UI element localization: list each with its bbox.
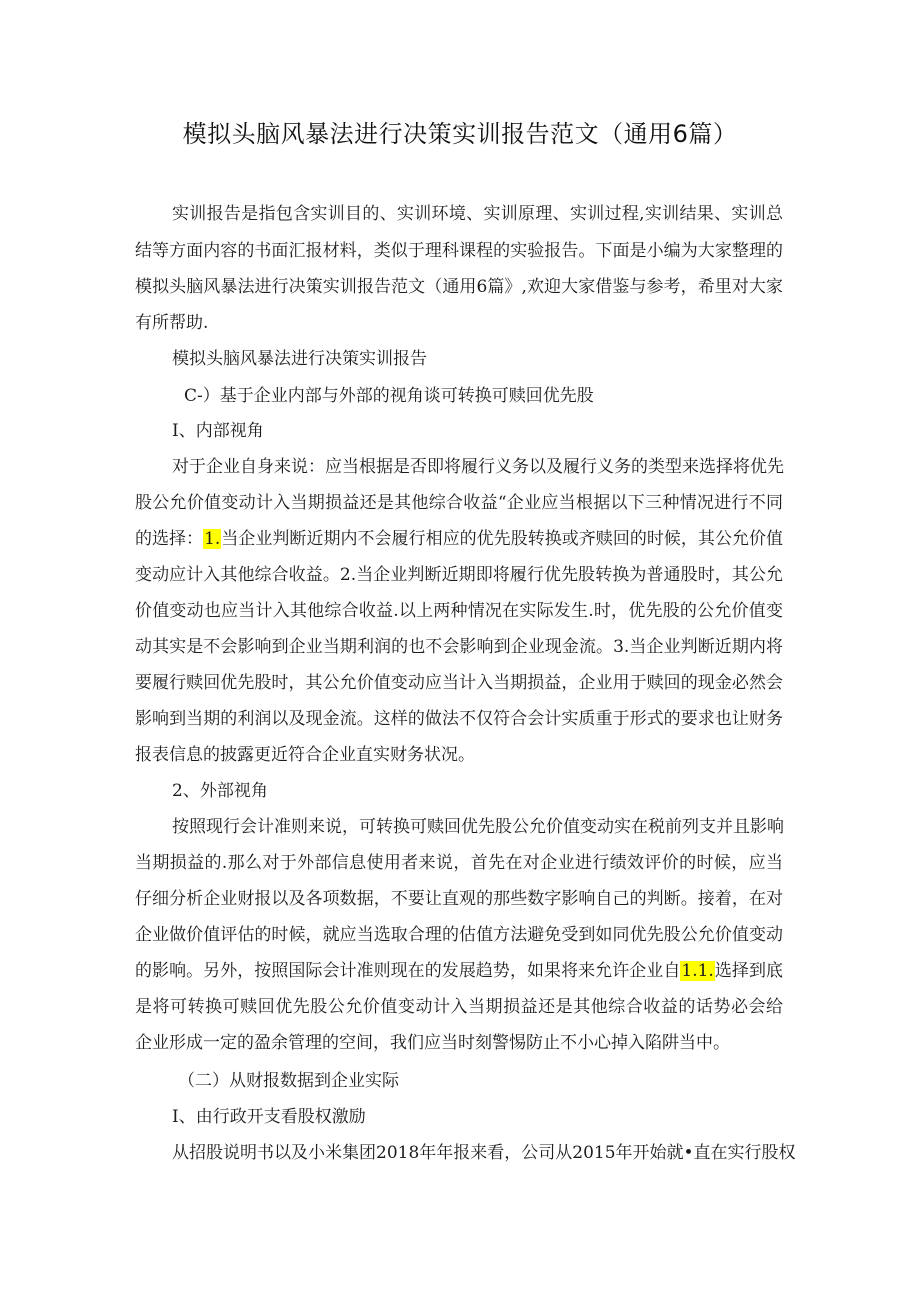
- report-heading: 模拟头脑风暴法进行决策实训报告: [172, 349, 427, 369]
- para2-line-7: 企业形成一定的盈余管理的空间，我们应当时刻警惕防止不小心掉入陷阱当中。: [135, 1033, 730, 1053]
- para1-line-6: 动其实是不会影响到企业当期利润的也不会影响到企业现金流。3.当企业判断近期内将: [135, 637, 783, 657]
- para2-line-5: [135, 956, 783, 981]
- para1-line-7: 要履行赎回优先股时，其公允价值变动应当计入当期损益，企业用于赎回的现金必然会: [135, 673, 783, 693]
- subsection-equity-heading: I、由行政开支看股权激励: [172, 1107, 366, 1127]
- para3-line-1: 从招股说明书以及小米集团2018年年报来看，公司从2015年开始就•直在实行股权: [172, 1143, 796, 1163]
- intro-line-2: 结等方面内容的书面汇报材料，类似于理科课程的实验报告。下面是小编为大家整理的: [135, 241, 783, 261]
- intro-line-4: 有所帮助.: [135, 313, 209, 333]
- para1-line-2: 股公允价值变动计入当期损益还是其他综合收益“企业应当根据以下三种情况进行不同: [135, 493, 783, 513]
- intro-line-1: 实训报告是指包含实训目的、实训环境、实训原理、实训过程,实训结果、实训总: [172, 204, 783, 224]
- para1-line-3-rest: 当企业判断近期内不会履行相应的优先股转换或齐赎回的时候，其公允价值: [221, 529, 784, 549]
- highlight-mark: 1.: [204, 529, 221, 549]
- intro-line-3: 模拟头脑风暴法进行决策实训报告范文（通用6篇》,欢迎大家借鉴与参考，希里对大家: [135, 277, 783, 297]
- para1-line-4: 变动应计入其他综合收益。2.当企业判断近期即将履行优先股转换为普通股时，其公允: [135, 565, 783, 585]
- para1-line-3-start: 的选择：: [135, 529, 204, 549]
- para2-line-1: 按照现行会计准则来说，可转换可赎回优先股公允价值变动实在税前列支并且影响: [172, 817, 784, 837]
- para1-line-5: 价值变动也应当计入其他综合收益.以上两种情况在实际发生.时，优先股的公允价值变: [135, 601, 783, 621]
- document-title: 模拟头脑风暴法进行决策实训报告范文（通用6篇）: [182, 120, 738, 148]
- para1-line-8: 影响到当期的利润以及现金流。这样的做法不仅符合会计实质重于形式的要求也让财务: [135, 709, 783, 729]
- para2-line-2: 当期损益的.那么对于外部信息使用者来说，首先在对企业进行绩效评价的时候，应当: [135, 853, 783, 873]
- para1-line-1: 对于企业自身来说：应当根据是否即将履行义务以及履行义务的类型来选择将优先: [172, 457, 784, 477]
- para2-line-4: 企业做价值评估的时候，就应当选取合理的估值方法避免受到如同优先股公允价值变动: [135, 925, 783, 945]
- section-1-heading: C-）基于企业内部与外部的视角谈可转换可赎回优先股: [184, 386, 594, 406]
- subsection-internal-heading: I、内部视角: [172, 421, 264, 441]
- highlight-mark: 1.1.: [681, 961, 714, 981]
- section-2-heading: （二）从财报数据到企业实际: [178, 1071, 399, 1091]
- para1-line-9: 报表信息的披露更近符合企业直实财务状况。: [135, 745, 475, 765]
- para1-line-3: [135, 524, 783, 549]
- para2-line-5-rest: 选择到底: [714, 961, 783, 981]
- para2-line-6: 是将可转换可赎回优先股公允价值变动计入当期损益还是其他综合收益的话势必会给: [135, 997, 783, 1017]
- para2-line-3: 仔细分析企业财报以及各项数据，不要让直观的那些数字影响自己的判断。接着，在对: [135, 889, 783, 909]
- subsection-external-heading: 2、外部视角: [172, 781, 268, 801]
- para2-line-5-start: 的影响。另外，按照国际会计准则现在的发展趋势，如果将来允许企业自: [135, 961, 681, 981]
